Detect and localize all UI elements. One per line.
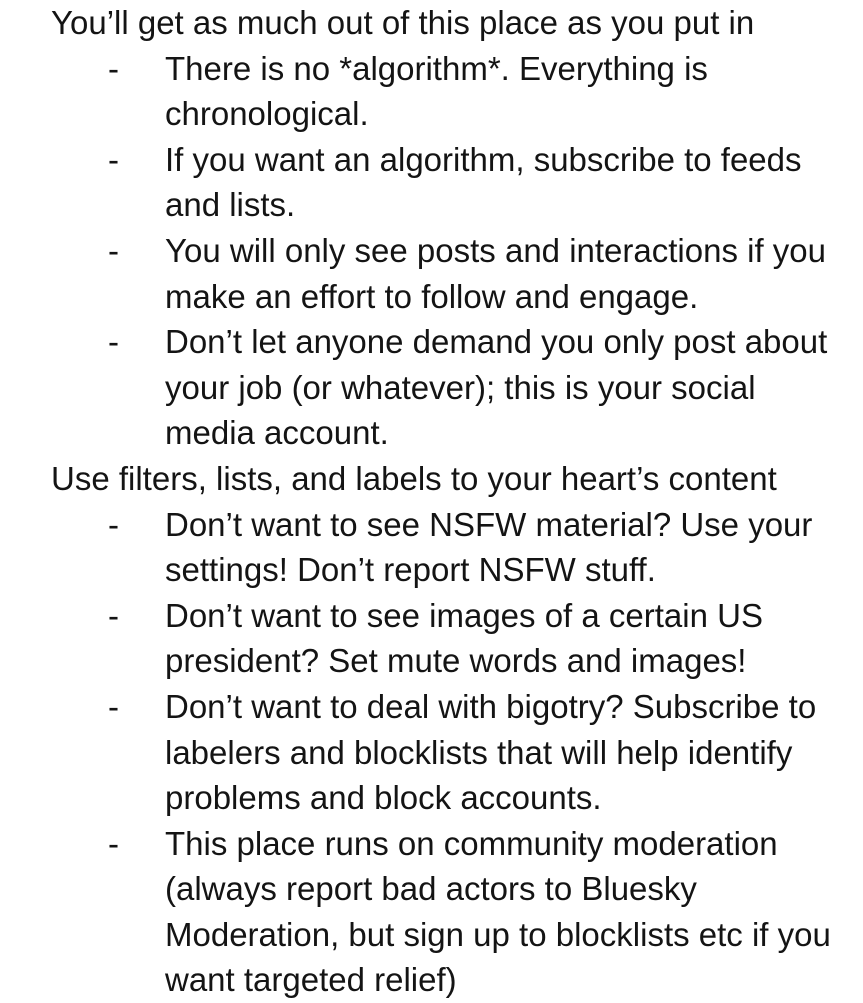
bullet-marker: - — [108, 505, 119, 543]
list-item — [0, 593, 863, 684]
list-item — [0, 228, 863, 319]
list-item-text: There is no *algorithm*. Everything is chronological. — [165, 49, 708, 133]
list-item — [0, 684, 863, 821]
bullet-list-filters — [0, 502, 863, 1003]
section-heading-filters: Use filters, lists, and labels to your heart’s content — [51, 459, 777, 497]
bullet-marker: - — [108, 596, 119, 634]
list-item — [0, 319, 863, 456]
list-item-text: If you want an algorithm, subscribe to feeds and lists. — [165, 140, 802, 224]
bullet-marker: - — [108, 323, 119, 361]
list-item — [0, 502, 863, 593]
bullet-marker: - — [108, 687, 119, 725]
bullet-marker: - — [108, 231, 119, 269]
list-item-text: Don’t want to see images of a certain US president? Set mute words and images! — [165, 596, 763, 680]
list-item-text: This place runs on community moderation (always report bad actors to Bluesky Moderation, but sign up to blocklists etc if you want targeted relief) — [165, 824, 831, 999]
list-item — [0, 46, 863, 137]
list-item — [0, 137, 863, 228]
bullet-marker: - — [108, 49, 119, 87]
list-item-text: Don’t want to see NSFW material? Use your settings! Don’t report NSFW stuff. — [165, 505, 813, 589]
bullet-list-engagement — [0, 46, 863, 456]
bullet-marker: - — [108, 140, 119, 178]
section-heading-engagement: You’ll get as much out of this place as you put in — [51, 4, 755, 41]
bullet-marker: - — [108, 824, 119, 862]
list-item-text: Don’t let anyone demand you only post about your job (or whatever); this is your social media account. — [165, 323, 828, 452]
list-item — [0, 821, 863, 1003]
list-item-text: You will only see posts and interactions if you make an effort to follow and engage. — [165, 231, 826, 315]
list-item-text: Don’t want to deal with bigotry? Subscribe to labelers and blocklists that will help identify problems and block accounts. — [165, 687, 817, 817]
